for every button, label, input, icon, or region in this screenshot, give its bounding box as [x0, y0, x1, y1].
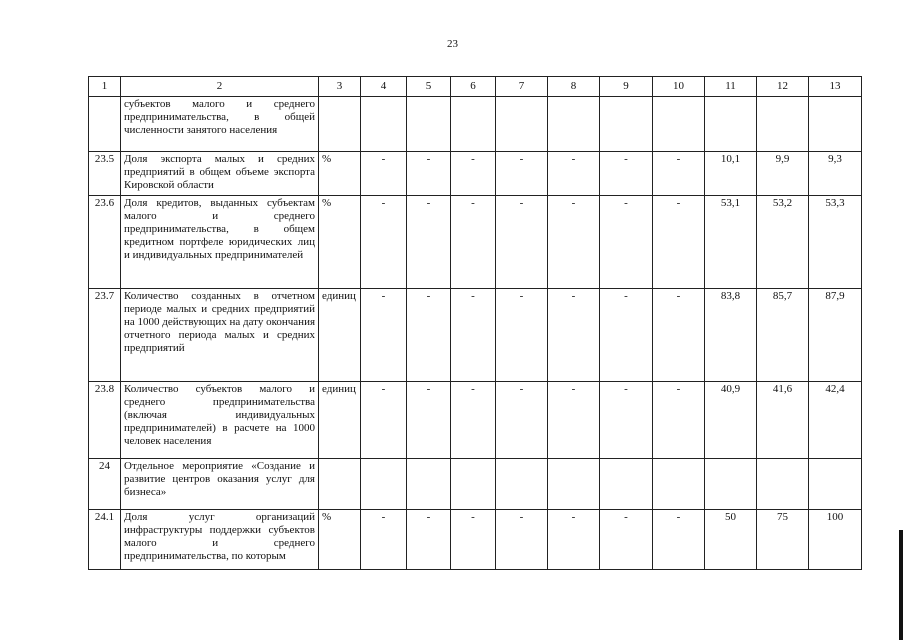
page-number: 23 [447, 38, 458, 50]
value-cell: - [600, 510, 653, 570]
value-cell: - [451, 510, 496, 570]
indicator-name: Доля экспорта малых и средних предприятий в общем объеме экспорта Кировской области [121, 152, 319, 196]
value-cell: - [653, 152, 705, 196]
value-col-13: 42,4 [809, 382, 862, 459]
column-header: 12 [757, 77, 809, 97]
value-col-13: 9,3 [809, 152, 862, 196]
value-col-11: 83,8 [705, 289, 757, 382]
value-cell: - [361, 510, 407, 570]
value-cell: - [407, 382, 451, 459]
column-header: 4 [361, 77, 407, 97]
value-col-12 [757, 459, 809, 510]
column-header: 5 [407, 77, 451, 97]
table-row [89, 510, 862, 570]
value-cell: - [407, 196, 451, 289]
value-cell [407, 459, 451, 510]
value-cell: - [361, 152, 407, 196]
unit: единиц [319, 382, 361, 459]
value-cell [496, 97, 548, 152]
column-header: 6 [451, 77, 496, 97]
value-cell: - [653, 289, 705, 382]
value-cell [361, 459, 407, 510]
value-cell: - [451, 152, 496, 196]
value-cell [600, 97, 653, 152]
unit: % [319, 196, 361, 289]
table-row [89, 459, 862, 510]
row-number: 23.8 [89, 382, 121, 459]
value-cell [407, 97, 451, 152]
value-col-12 [757, 97, 809, 152]
value-cell: - [496, 196, 548, 289]
value-col-12: 41,6 [757, 382, 809, 459]
value-col-11: 10,1 [705, 152, 757, 196]
value-cell: - [548, 510, 600, 570]
scan-edge-bar [899, 530, 903, 640]
column-header: 7 [496, 77, 548, 97]
row-number [89, 97, 121, 152]
value-cell: - [496, 152, 548, 196]
indicator-name: субъектов малого и среднего предпринимательства, в общей численности занятого населения [121, 97, 319, 152]
value-cell: - [451, 382, 496, 459]
value-cell: - [361, 382, 407, 459]
column-header: 2 [121, 77, 319, 97]
value-cell [548, 459, 600, 510]
value-cell: - [407, 152, 451, 196]
unit [319, 97, 361, 152]
value-col-12: 75 [757, 510, 809, 570]
row-number: 23.6 [89, 196, 121, 289]
table-row [89, 196, 862, 289]
value-col-13 [809, 459, 862, 510]
column-header: 9 [600, 77, 653, 97]
value-cell: - [600, 196, 653, 289]
value-col-13: 53,3 [809, 196, 862, 289]
value-col-13: 100 [809, 510, 862, 570]
value-cell: - [451, 196, 496, 289]
row-number: 23.5 [89, 152, 121, 196]
value-cell: - [600, 382, 653, 459]
value-cell: - [653, 196, 705, 289]
row-number: 23.7 [89, 289, 121, 382]
column-header: 13 [809, 77, 862, 97]
value-col-12: 53,2 [757, 196, 809, 289]
value-col-13: 87,9 [809, 289, 862, 382]
value-cell: - [496, 382, 548, 459]
value-cell: - [548, 289, 600, 382]
column-header: 8 [548, 77, 600, 97]
column-header: 3 [319, 77, 361, 97]
value-cell: - [407, 510, 451, 570]
indicator-name: Отдельное мероприятие «Создание и развитие центров оказания услуг для бизнеса» [121, 459, 319, 510]
value-cell: - [600, 289, 653, 382]
value-col-11: 50 [705, 510, 757, 570]
indicator-name: Доля кредитов, выданных субъектам малого и среднего предпринимательства, в общем кредитном портфеле юридических лиц и индивидуальных предпринимателей [121, 196, 319, 289]
value-cell: - [548, 382, 600, 459]
value-cell [600, 459, 653, 510]
value-cell: - [451, 289, 496, 382]
value-cell [361, 97, 407, 152]
value-cell: - [653, 510, 705, 570]
value-cell: - [548, 152, 600, 196]
value-cell [653, 459, 705, 510]
value-col-13 [809, 97, 862, 152]
unit: % [319, 152, 361, 196]
value-col-12: 85,7 [757, 289, 809, 382]
value-cell: - [653, 382, 705, 459]
value-cell: - [361, 196, 407, 289]
indicators-table [88, 76, 862, 570]
column-header: 1 [89, 77, 121, 97]
value-cell [548, 97, 600, 152]
value-col-12: 9,9 [757, 152, 809, 196]
table-row [89, 289, 862, 382]
row-number: 24 [89, 459, 121, 510]
indicator-name: Количество созданных в отчетном периоде малых и средних предприятий на 1000 действующих на дату окончания отчетного периода малых и средних предприятий [121, 289, 319, 382]
indicator-name: Количество субъектов малого и среднего предпринимательства (включая индивидуальных предпринимателей) в расчете на 1000 человек населения [121, 382, 319, 459]
table-row [89, 97, 862, 152]
column-number-row [89, 77, 862, 97]
unit: единиц [319, 289, 361, 382]
value-cell: - [407, 289, 451, 382]
table-row [89, 152, 862, 196]
value-cell: - [496, 510, 548, 570]
row-number: 24.1 [89, 510, 121, 570]
value-cell: - [361, 289, 407, 382]
table-row [89, 382, 862, 459]
unit [319, 459, 361, 510]
value-cell: - [496, 289, 548, 382]
value-cell [496, 459, 548, 510]
value-cell: - [600, 152, 653, 196]
column-header: 11 [705, 77, 757, 97]
value-col-11 [705, 459, 757, 510]
column-header: 10 [653, 77, 705, 97]
indicator-name: Доля услуг организаций инфраструктуры поддержки субъектов малого и среднего предпринимательства, по которым [121, 510, 319, 570]
value-cell: - [548, 196, 600, 289]
unit: % [319, 510, 361, 570]
value-col-11: 40,9 [705, 382, 757, 459]
value-col-11 [705, 97, 757, 152]
value-cell [451, 97, 496, 152]
value-cell [451, 459, 496, 510]
value-col-11: 53,1 [705, 196, 757, 289]
value-cell [653, 97, 705, 152]
